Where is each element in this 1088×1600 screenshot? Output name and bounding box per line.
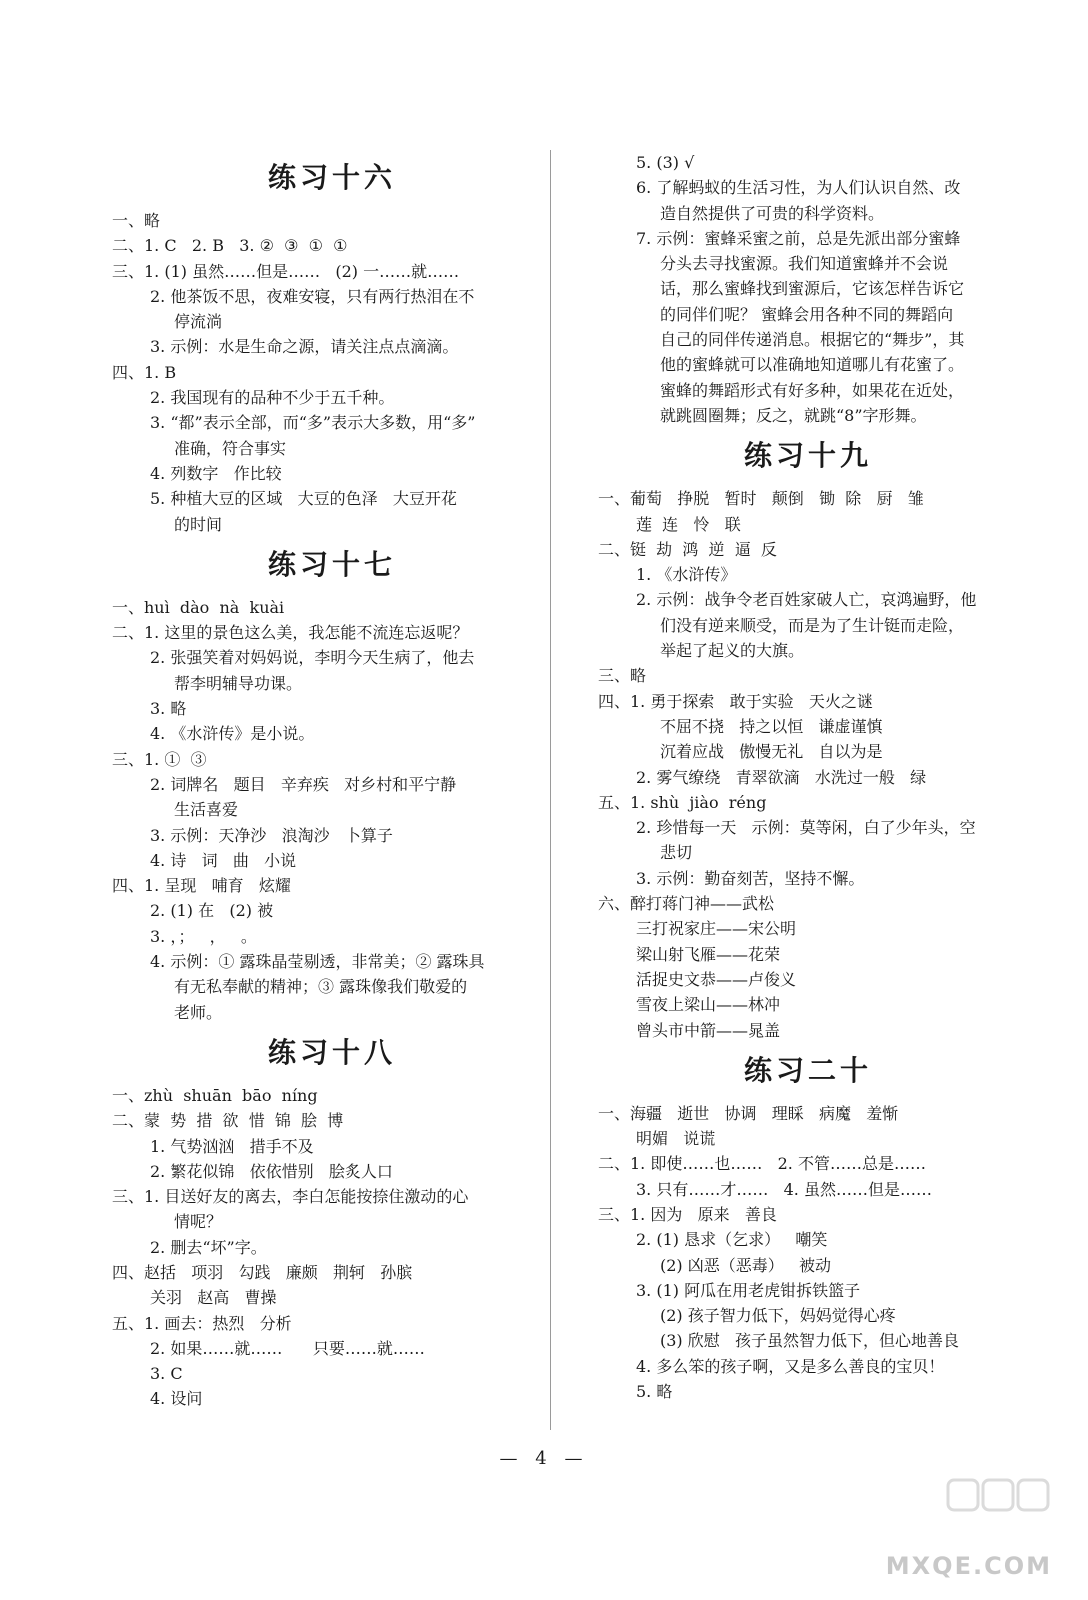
answer-line: 4. 多么笨的孩子啊，又是多么善良的宝贝！ [636,1356,945,1376]
answer-line: 停流淌 [174,312,223,332]
section-19-answers [598,486,1018,1043]
answer-line: 2. 他茶饭不思，夜难安寝，只有两行热泪在不 [150,286,475,306]
section-16-answers [112,208,552,537]
answer-line: 三、略 [598,666,647,686]
answer-line: 五、1. shù jiào réng [598,792,767,812]
answer-line: 3. 示例：天净沙 浪淘沙 卜算子 [150,825,393,845]
answer-line: 2. (1) 在 (2) 被 [150,901,274,921]
answer-line: 3. (1) 阿瓜在用老虎钳拆铁篮子 [636,1280,861,1300]
section-title-19: 练习十九 [743,439,872,473]
answer-line: 的时间 [174,514,223,534]
answer-line: 2. 示例：战争令老百姓家破人亡，哀鸿遍野，他 [636,590,977,610]
answer-line: 一、huì dào nà kuài [112,597,285,617]
answer-line: 生活喜爱 [174,800,239,820]
answer-line: 6. 了解蚂蚁的生活习性，为人们认识自然、改 [636,178,961,198]
answer-line: 3. ，； ， 。 [150,926,257,946]
answer-line: 莲 连 怜 联 [636,514,741,534]
answer-line: 二、1. 即使……也…… 2. 不管……总是…… [598,1154,926,1174]
answer-line: 二、1. 这里的景色这么美，我怎能不流连忘返呢？ [112,623,469,643]
page-number: — 4 — [499,1448,589,1469]
answer-line: 一、葡萄 挣脱 暂时 颠倒 锄 除 厨 雏 [598,489,924,509]
answer-line: 三、1. (1) 虽然……但是…… (2) 一……就…… [112,261,460,281]
left-column [112,150,552,1412]
answer-line: 他的蜜蜂就可以准确地知道哪儿有花蜜了。 [660,355,965,375]
answer-line: 有无私奉献的精神；③ 露珠像我们敬爱的 [174,977,468,997]
answer-line: 2. 我国现有的品种不少于五千种。 [150,388,395,408]
answer-line: 1. 气势汹汹 措手不及 [150,1136,314,1156]
answer-line: 就跳圆圈舞；反之，就跳“8”字形舞。 [660,405,927,425]
section-17-answers [112,595,552,1025]
answer-line: 2. 张强笑着对妈妈说，李明今天生病了，他去 [150,648,475,668]
watermark-text: MXQE.COM [885,1552,1052,1580]
answer-line: 二、铤 劫 鸿 逆 逼 反 [598,539,777,559]
answer-line: 三、1. 目送好友的离去，李白怎能按捺住激动的心 [112,1187,469,1207]
answer-line: (3) 欣慰 孩子虽然智力低下，但心地善良 [660,1331,960,1351]
answer-line: 2. 雾气缭绕 青翠欲滴 水洗过一般 绿 [636,767,927,787]
answer-line: 六、醉打蒋门神——武松 [598,894,775,914]
answer-line: 4. 列数字 作比较 [150,463,282,483]
answer-line: 5. 略 [636,1382,673,1402]
answer-line: 悲切 [660,843,693,863]
answer-line: 的同伴们呢？ 蜜蜂会用各种不同的舞蹈向 [660,304,954,324]
answer-line: (2) 孩子智力低下，妈妈觉得心疼 [660,1306,896,1326]
answer-line: 关羽 赵高 曹操 [150,1288,277,1308]
answer-line: 话，那么蜜蜂找到蜜源后，它该怎样告诉它 [660,279,965,299]
answer-line: 2. 珍惜每一天 示例：莫等闲，白了少年头，空 [636,818,976,838]
answer-line: 明媚 说谎 [636,1129,716,1149]
answer-line: 3. C [150,1364,183,1384]
answer-line: 雪夜上梁山——林冲 [636,995,781,1015]
answer-line: 7. 示例：蜜蜂采蜜之前，总是先派出部分蜜蜂 [636,228,961,248]
answer-line: 活捉史文恭——卢俊义 [636,969,797,989]
answer-line: 四、1. B [112,362,177,382]
answer-line: 2. 删去“坏”字。 [150,1237,267,1257]
answer-line: 2. 如果……就…… 只要……就…… [150,1338,425,1358]
answer-line: 三、1. 因为 原来 善良 [598,1204,777,1224]
answer-line: 三、1. ① ③ [112,749,207,769]
answer-line: 分头去寻找蜜源。我们知道蜜蜂并不会说 [660,254,949,274]
right-column [598,150,1018,1404]
answer-line: 准确，符合事实 [174,438,287,458]
answer-line: 造自然提供了可贵的科学资料。 [660,203,885,223]
section-title-17: 练习十七 [267,547,396,581]
answer-line: 二、1. C 2. B 3. ② ③ ① ① [112,236,348,256]
answer-line: 3. 略 [150,699,187,719]
answer-line: 2. 繁花似锦 依依惜别 脍炙人口 [150,1161,393,1181]
answer-line: 四、1. 勇于探索 敢于实验 天火之谜 [598,691,873,711]
answer-line: 一、海疆 逝世 协调 理睬 病魔 羞惭 [598,1103,899,1123]
answer-line: 举起了起义的大旗。 [660,641,805,661]
answer-line: 自己的同伴传递消息。根据它的“舞步”，其 [660,330,965,350]
answer-line: 帮李明辅导功课。 [174,673,303,693]
answer-line: 四、1. 呈现 哺育 炫耀 [112,876,291,896]
answer-line: 3. 示例：水是生命之源，请关注点点滴滴。 [150,337,459,357]
answer-line: 梁山射飞雁——花荣 [636,944,781,964]
section-20-answers [598,1101,1018,1405]
answer-line: 3. 示例：勤奋刻苦，坚持不懈。 [636,868,865,888]
answer-line: 5. 种植大豆的区域 大豆的色泽 大豆开花 [150,489,457,509]
answer-line: 四、赵括 项羽 勾践 廉颇 荆轲 孙膑 [112,1262,413,1282]
answer-line: 五、1. 画去：热烈 分析 [112,1313,292,1333]
answer-line: 一、略 [112,211,161,230]
watermark-logo-icon [938,1470,1058,1560]
answer-line: 1. 《水浒传》 [636,565,737,585]
section-18-continued [598,150,1018,428]
section-title-20: 练习二十 [743,1053,872,1087]
answer-line: 情呢？ [174,1212,223,1232]
answer-line: 曾头市中箭——晁盖 [636,1020,781,1040]
answer-line: 4. 《水浒传》是小说。 [150,724,315,744]
answer-line: 二、蒙 势 措 欲 惜 锦 脍 博 [112,1111,344,1131]
answer-line: 3. 只有……才…… 4. 虽然……但是…… [636,1179,932,1199]
answer-line: 不屈不挠 持之以恒 谦虚谨慎 [660,716,883,736]
answer-line: 老师。 [174,1002,223,1022]
answer-line: 4. 示例：① 露珠晶莹剔透，非常美；② 露珠具 [150,952,485,972]
answer-line: 三打祝家庄——宋公明 [636,919,797,939]
section-title-16: 练习十六 [267,161,396,194]
section-title-18: 练习十八 [267,1035,396,1069]
answer-line: 2. (1) 恳求（乞求） 嘲笑 [636,1230,828,1250]
section-18-answers [112,1083,552,1412]
answer-line: 沉着应战 傲慢无礼 自以为是 [660,742,883,762]
answer-line: 2. 词牌名 题目 辛弃疾 对乡村和平宁静 [150,774,457,794]
answer-line: 5. (3) √ [636,153,695,172]
answer-line: 蜜蜂的舞蹈形式有好多种，如果花在近处， [660,380,965,400]
answer-line: 3. “都”表示全部，而“多”表示大多数，用“多” [150,413,476,433]
answer-line: 们没有逆来顺受，而是为了生计铤而走险， [660,615,965,635]
answer-line: 4. 诗 词 曲 小说 [150,850,297,870]
answer-line: 一、zhù shuān bāo níng [112,1085,318,1105]
answer-line: 4. 设问 [150,1389,203,1409]
answer-line: (2) 凶恶（恶毒） 被动 [660,1255,832,1275]
